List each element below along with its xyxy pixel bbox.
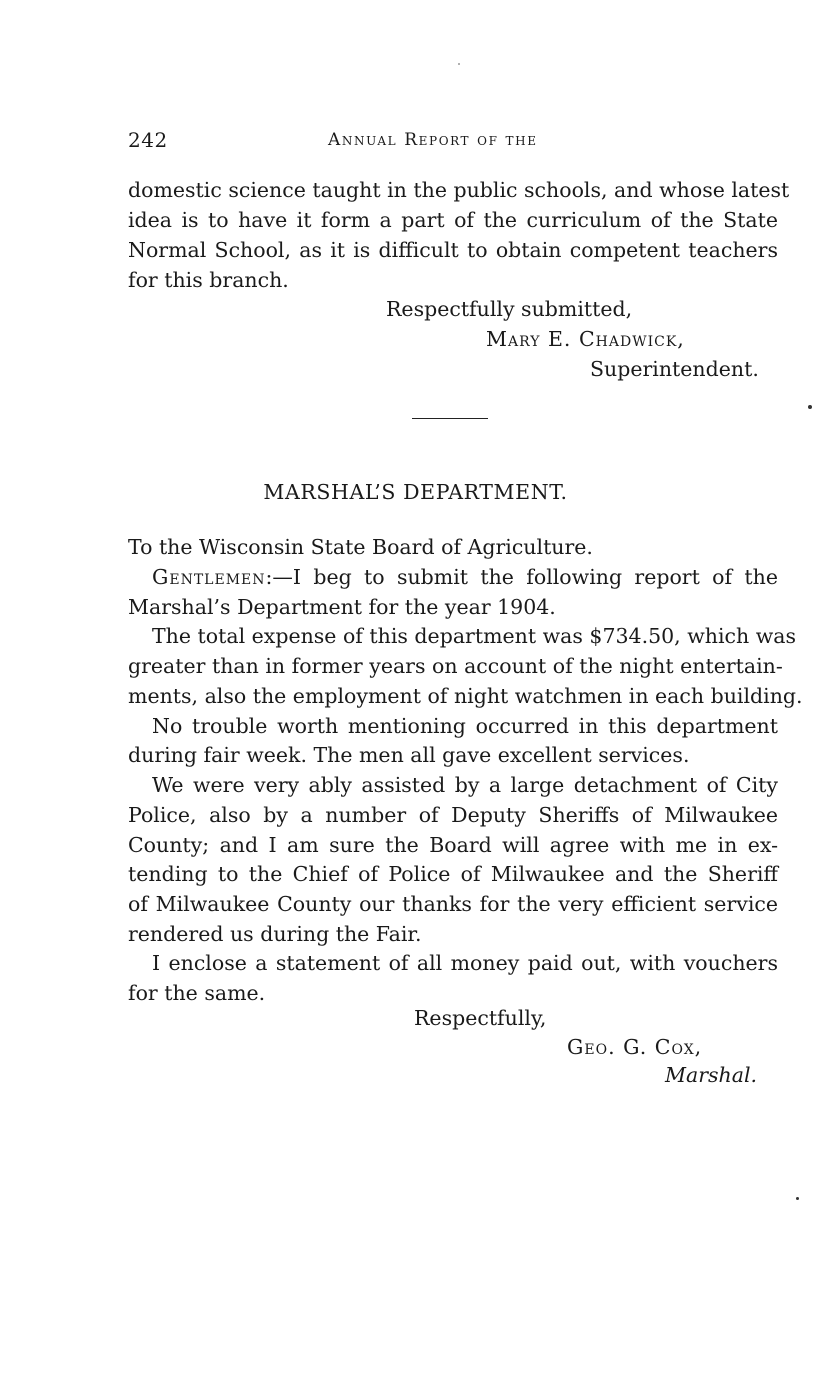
print-speck: [796, 1197, 799, 1200]
text-line: The total expense of this department was $734.50, which was: [152, 624, 797, 648]
text-line: ments, also the employment of night watchmen in each building.: [128, 684, 803, 708]
text-line: for this branch.: [128, 268, 289, 292]
text-line: idea is to have it form a part of the curriculum of the State: [128, 208, 778, 232]
signer-title: Marshal.: [665, 1063, 758, 1087]
signer-name: Mary E. Chadwick,: [486, 327, 685, 351]
text-line: of Milwaukee County our thanks for the very efficient service: [128, 892, 778, 916]
greeting-rest: :—I beg to submit the following report of the: [265, 565, 778, 589]
text-line: Normal School, as it is difficult to obtain competent teachers: [128, 238, 778, 262]
greeting-word: Gentlemen: [152, 565, 266, 589]
print-speck: [808, 405, 812, 409]
text-line: rendered us during the Fair.: [128, 922, 422, 946]
text-line: County; and I am sure the Board will agree with me in ex-: [128, 833, 778, 857]
greeting-line: [152, 562, 778, 592]
print-speck: [458, 63, 460, 65]
signer-name: Geo. G. Cox,: [567, 1035, 703, 1059]
text-line: Police, also by a number of Deputy Sheriffs of Milwaukee: [128, 803, 778, 827]
page-number: 242: [128, 128, 168, 152]
signer-title: Superintendent.: [590, 357, 759, 381]
text-line: for the same.: [128, 981, 266, 1005]
text-line: Marshal’s Department for the year 1904.: [128, 595, 556, 619]
text-line: domestic science taught in the public schools, and whose latest: [128, 178, 790, 202]
text-line: No trouble worth mentioning occurred in this department: [152, 714, 778, 738]
text-line: I enclose a statement of all money paid out, with vouchers: [152, 951, 778, 975]
text-line: We were very ably assisted by a large detachment of City: [152, 773, 778, 797]
text-line: tending to the Chief of Police of Milwaukee and the Sheriff: [128, 862, 778, 886]
running-head: Annual Report of the: [328, 130, 538, 150]
page-header: [128, 128, 778, 158]
section-divider: [412, 418, 488, 419]
text-line: during fair week. The men all gave excellent services.: [128, 743, 690, 767]
text-line: greater than in former years on account of the night entertain-: [128, 654, 783, 678]
salutation: To the Wisconsin State Board of Agriculture.: [128, 535, 593, 559]
closing-respectfully: Respectfully,: [414, 1006, 547, 1030]
section-title: MARSHAL’S DEPARTMENT.: [263, 480, 568, 504]
closing-respectfully-submitted: Respectfully submitted,: [386, 297, 633, 321]
